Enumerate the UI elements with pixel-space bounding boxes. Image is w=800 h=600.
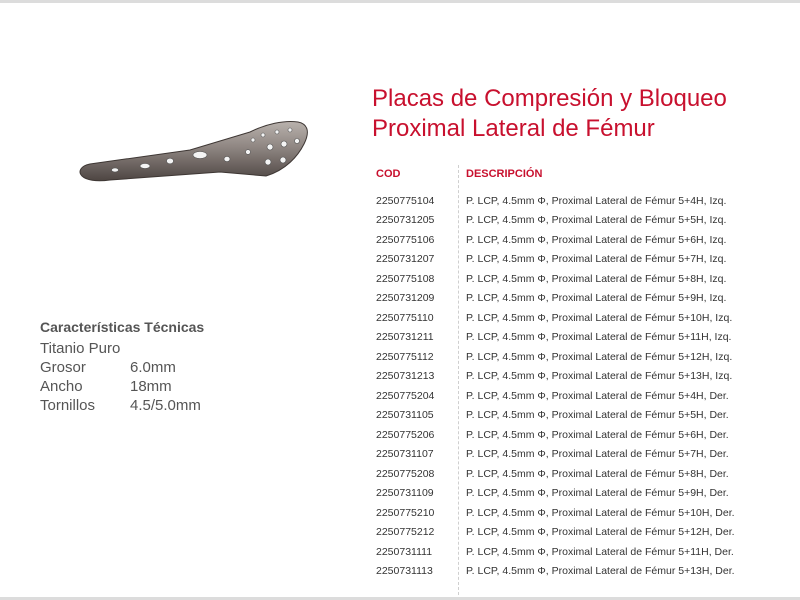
- spec-label: Ancho: [40, 378, 83, 395]
- product-code: 2250775108: [376, 272, 435, 285]
- table-row: [376, 445, 796, 465]
- table-row: [376, 230, 796, 250]
- product-code: 2250731205: [376, 214, 435, 227]
- product-description: P. LCP, 4.5mm Φ, Proximal Lateral de Fémur 5+8H, Izq.: [466, 272, 727, 285]
- table-row: [376, 464, 796, 484]
- product-description: P. LCP, 4.5mm Φ, Proximal Lateral de Fémur 5+12H, Der.: [466, 526, 735, 539]
- product-description: P. LCP, 4.5mm Φ, Proximal Lateral de Fémur 5+13H, Izq.: [466, 370, 733, 383]
- specs-heading: Características Técnicas: [40, 319, 205, 335]
- product-description: P. LCP, 4.5mm Φ, Proximal Lateral de Fémur 5+10H, Der.: [466, 506, 735, 519]
- table-row: [376, 211, 796, 231]
- bone-plate-image: [70, 110, 320, 195]
- table-row: [376, 542, 796, 562]
- table-row: [376, 250, 796, 270]
- table-row: [376, 523, 796, 543]
- product-code: 2250731111: [376, 545, 433, 558]
- table-body: [376, 191, 796, 581]
- product-code: 2250775112: [376, 350, 434, 363]
- spec-row-thickness: [40, 358, 300, 377]
- table-row: [376, 503, 796, 523]
- title-line-1: Placas de Compresión y Bloqueo: [372, 85, 727, 112]
- product-code: 2250731109: [376, 487, 434, 500]
- product-code: 2250775106: [376, 233, 435, 246]
- col-header-description: DESCRIPCIÓN: [466, 167, 543, 180]
- product-description: P. LCP, 4.5mm Φ, Proximal Lateral de Fémur 5+7H, Izq.: [466, 253, 727, 266]
- product-code: 2250731207: [376, 253, 435, 266]
- page-title: [372, 84, 792, 144]
- product-code: 2250775208: [376, 467, 435, 480]
- product-description: P. LCP, 4.5mm Φ, Proximal Lateral de Fémur 5+9H, Der.: [466, 487, 729, 500]
- spec-label: Grosor: [40, 359, 86, 376]
- technical-specs: [40, 318, 300, 415]
- product-code: 2250731107: [376, 448, 434, 461]
- column-divider: [458, 165, 459, 595]
- product-code: 2250731209: [376, 292, 435, 305]
- product-code: 2250775104: [376, 194, 435, 207]
- product-description: P. LCP, 4.5mm Φ, Proximal Lateral de Fémur 5+4H, Der.: [466, 389, 729, 402]
- product-description: P. LCP, 4.5mm Φ, Proximal Lateral de Fémur 5+11H, Der.: [466, 545, 734, 558]
- product-code: 2250775110: [376, 311, 434, 324]
- spec-value: 18mm: [130, 378, 172, 395]
- product-description: P. LCP, 4.5mm Φ, Proximal Lateral de Fémur 5+9H, Izq.: [466, 292, 727, 305]
- product-description: P. LCP, 4.5mm Φ, Proximal Lateral de Fémur 5+6H, Der.: [466, 428, 729, 441]
- product-code: 2250775204: [376, 389, 435, 402]
- table-row: [376, 191, 796, 211]
- table-row: [376, 562, 796, 582]
- spec-value: 4.5/5.0mm: [130, 397, 201, 414]
- product-description: P. LCP, 4.5mm Φ, Proximal Lateral de Fémur 5+6H, Izq.: [466, 233, 727, 246]
- product-table: [376, 165, 796, 581]
- product-description: P. LCP, 4.5mm Φ, Proximal Lateral de Fémur 5+8H, Der.: [466, 467, 729, 480]
- table-row: [376, 328, 796, 348]
- title-line-2: Proximal Lateral de Fémur: [372, 115, 655, 142]
- table-row: [376, 347, 796, 367]
- product-code: 2250731105: [376, 409, 434, 422]
- spec-material: Titanio Puro: [40, 340, 121, 357]
- product-description: P. LCP, 4.5mm Φ, Proximal Lateral de Fémur 5+11H, Izq.: [466, 331, 732, 344]
- product-description: P. LCP, 4.5mm Φ, Proximal Lateral de Fémur 5+10H, Izq.: [466, 311, 733, 324]
- table-row: [376, 484, 796, 504]
- product-code: 2250775210: [376, 506, 435, 519]
- product-description: P. LCP, 4.5mm Φ, Proximal Lateral de Fémur 5+7H, Der.: [466, 448, 729, 461]
- spec-value: 6.0mm: [130, 359, 176, 376]
- product-code: 2250775206: [376, 428, 435, 441]
- table-row: [376, 406, 796, 426]
- spec-row-screws: [40, 396, 300, 415]
- table-row: [376, 308, 796, 328]
- spec-row-width: [40, 377, 300, 396]
- col-header-code: COD: [376, 167, 401, 180]
- product-description: P. LCP, 4.5mm Φ, Proximal Lateral de Fémur 5+5H, Der.: [466, 409, 729, 422]
- product-description: P. LCP, 4.5mm Φ, Proximal Lateral de Fémur 5+5H, Izq.: [466, 214, 727, 227]
- product-description: P. LCP, 4.5mm Φ, Proximal Lateral de Fémur 5+12H, Izq.: [466, 350, 733, 363]
- table-row: [376, 386, 796, 406]
- product-description: P. LCP, 4.5mm Φ, Proximal Lateral de Fémur 5+13H, Der.: [466, 565, 735, 578]
- spec-label: Tornillos: [40, 397, 96, 414]
- product-code: 2250731211: [376, 331, 434, 344]
- product-code: 2250731113: [376, 565, 433, 578]
- table-row: [376, 367, 796, 387]
- table-row: [376, 269, 796, 289]
- table-row: [376, 425, 796, 445]
- top-border: [0, 0, 800, 3]
- product-description: P. LCP, 4.5mm Φ, Proximal Lateral de Fémur 5+4H, Izq.: [466, 194, 727, 207]
- product-code: 2250731213: [376, 370, 435, 383]
- table-header: [376, 165, 796, 182]
- table-row: [376, 289, 796, 309]
- product-code: 2250775212: [376, 526, 435, 539]
